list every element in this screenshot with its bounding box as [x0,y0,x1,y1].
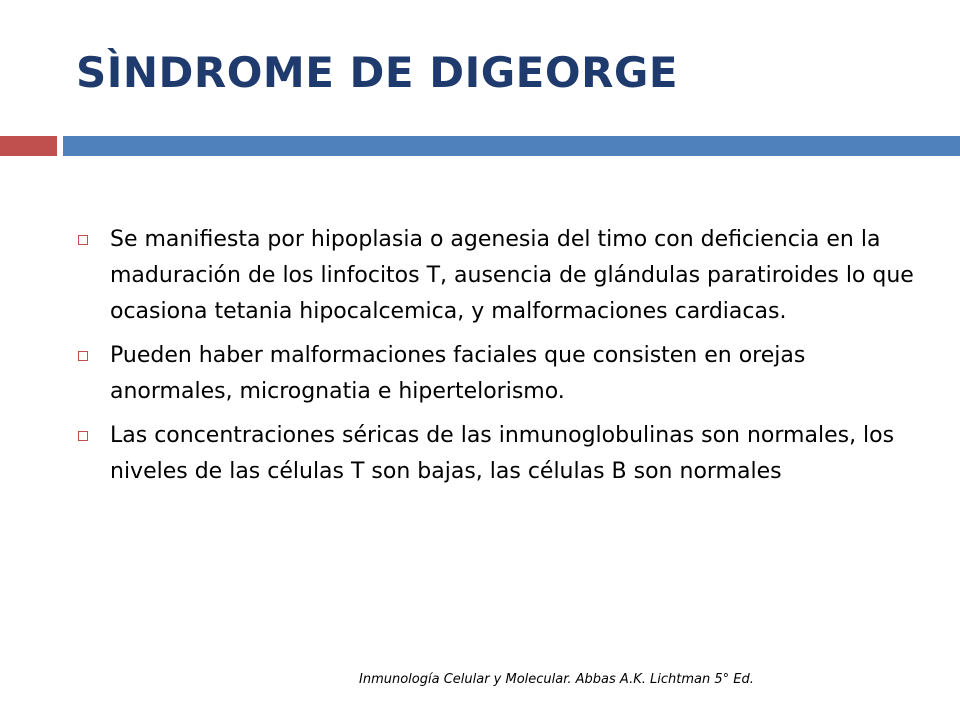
bullet-list [76,222,932,498]
hollow-square-bullet-icon [78,235,88,245]
hollow-square-bullet-icon [78,351,88,361]
accent-bar-blue [63,136,960,156]
bullet-text: Pueden haber malformaciones faciales que consisten en orejas anormales, micrognatia e hipertelorismo. [110,343,806,404]
bullet-item [76,418,932,490]
bullet-text: Las concentraciones séricas de las inmunoglobulinas son normales, los niveles de las células T son bajas, las células B son normales [110,423,895,484]
citation: Inmunología Celular y Molecular. Abbas A.K. Lichtman 5° Ed. [359,672,754,687]
accent-bar-red [0,136,57,156]
slide-title: SÌNDROME DE DIGEORGE [76,48,679,97]
hollow-square-bullet-icon [78,431,88,441]
bullet-text: Se manifiesta por hipoplasia o agenesia del timo con deficiencia en la maduración de los linfocitos T, ausencia de glándulas paratiroides lo que ocasiona tetania hipocalcemica, y malformaciones cardiacas. [110,227,914,324]
bullet-item [76,222,932,330]
bullet-item [76,338,932,410]
